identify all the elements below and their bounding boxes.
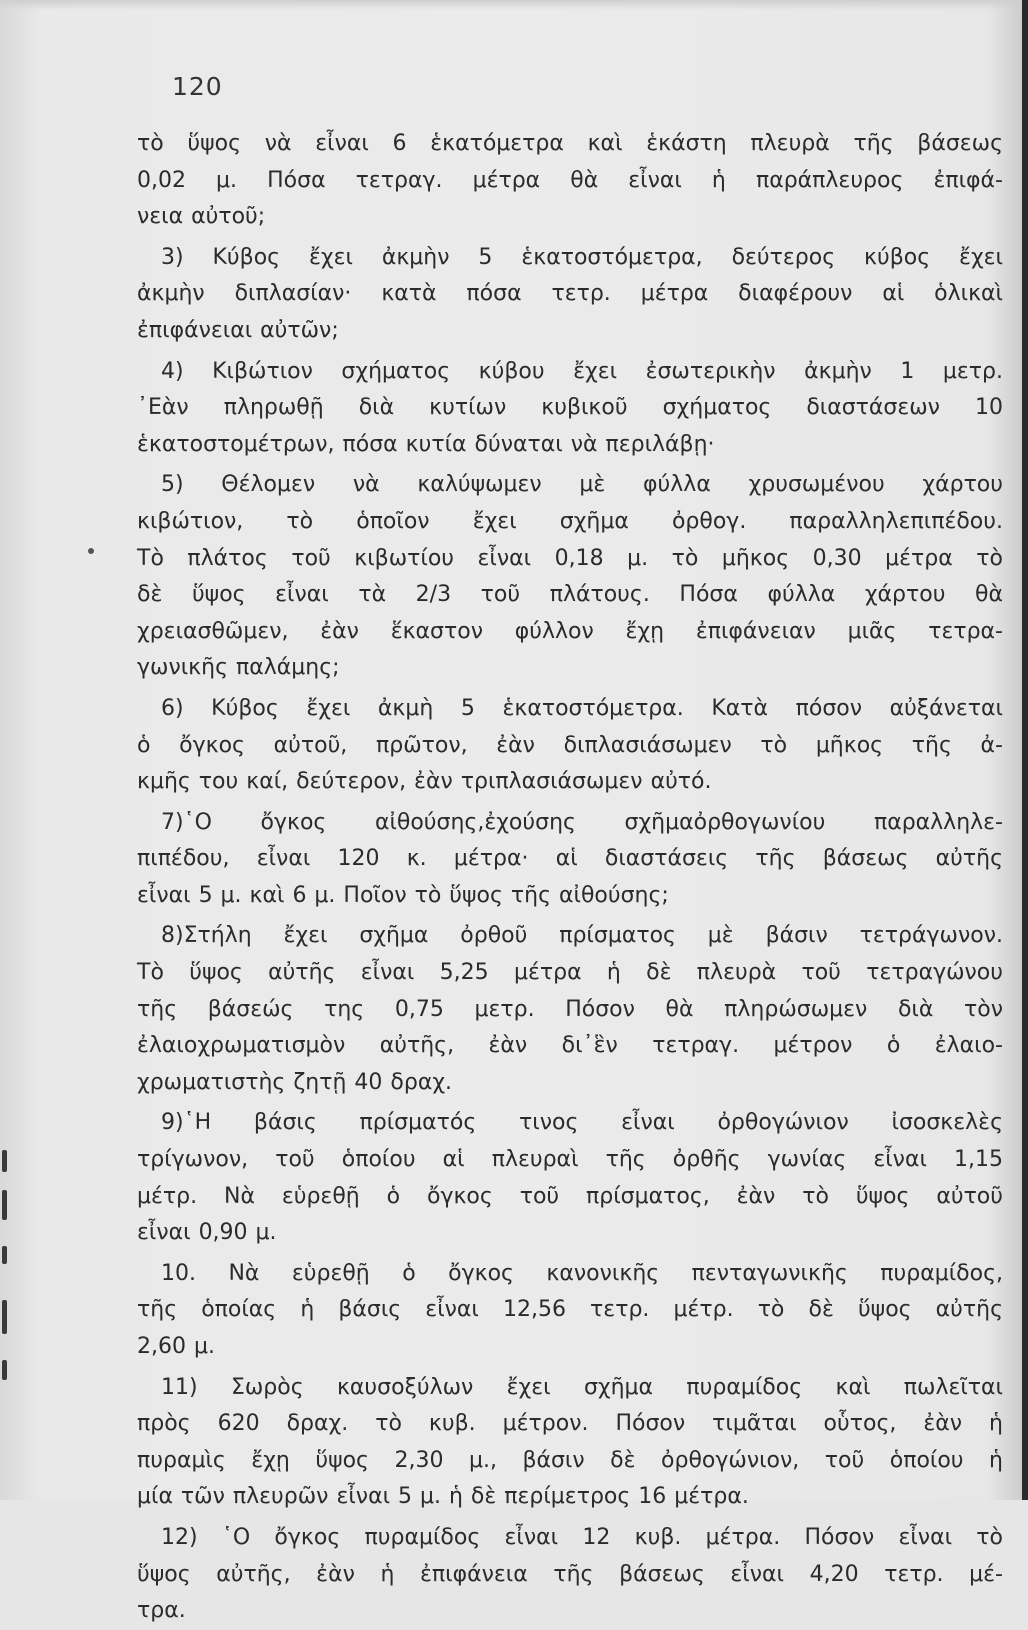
exercise-12 <box>137 1520 1003 1630</box>
text-line: ὕψος αὐτῆς, ἐὰν ἡ ἐπιφάνεια τῆς βάσεως εἶναι 4,20 τετρ. μέ- <box>137 1561 1003 1587</box>
text-line: ᾿Εὰν πληρωθῇ διὰ κυτίων κυβικοῦ σχήματος διαστάσεων 10 <box>137 395 1003 421</box>
text-line: 11) Σωρὸς καυσοξύλων ἔχει σχῆμα πυραμίδος καὶ πωλεῖται <box>161 1374 1003 1400</box>
text-line: 8)Στήλη ἔχει σχῆμα ὀρθοῦ πρίσματος μὲ βάσιν τετράγωνον. <box>161 923 1003 949</box>
text-line: τῆς ὁποίας ἡ βάσις εἶναι 12,56 τετρ. μέτρ. τὸ δὲ ὕψος αὐτῆς <box>137 1297 1003 1323</box>
exercise-5 <box>137 467 1003 687</box>
text-line: δὲ ὕψος εἶναι τὰ 2/3 τοῦ πλάτους. Πόσα φύλλα χάρτου θὰ <box>137 582 1003 608</box>
exercise-7 <box>137 805 1003 915</box>
text-line: ἐπιφάνειαι αὐτῶν; <box>137 317 339 343</box>
page-right-edge <box>1022 0 1028 1500</box>
text-line: χρωματιστὴς ζητῇ 40 δραχ. <box>137 1069 453 1095</box>
text-line: νεια αὐτοῦ; <box>137 204 266 230</box>
spine-ink-marks <box>2 1150 10 1400</box>
text-line: γωνικῆς παλάμης; <box>137 655 340 681</box>
page-number: 120 <box>172 72 223 101</box>
exercise-11 <box>137 1370 1003 1516</box>
text-line: 12) ῾Ο ὄγκος πυραμίδος εἶναι 12 κυβ. μέτρα. Πόσον εἶναι τὸ <box>161 1524 1003 1550</box>
text-line: κμῆς του καί, δεύτερον, ἐὰν τριπλασιάσωμεν αὐτό. <box>137 769 712 795</box>
text-line: κιβώτιον, τὸ ὁποῖον ἔχει σχῆμα ὀρθογ. παραλληλεπιπέδου. <box>137 508 1003 534</box>
exercise-10 <box>137 1256 1003 1366</box>
text-line: Τὸ ὕψος αὐτῆς εἶναι 5,25 μέτρα ἡ δὲ πλευρὰ τοῦ τετραγώνου <box>137 960 1003 986</box>
text-line: μέτρ. Νὰ εὑρεθῇ ὁ ὄγκος τοῦ πρίσματος, ἐὰν τὸ ὕψος αὐτοῦ <box>137 1183 1003 1209</box>
text-line: Τὸ πλάτος τοῦ κιβωτίου εἶναι 0,18 μ. τὸ μῆκος 0,30 μέτρα τὸ <box>137 545 1003 571</box>
text-line: 2,60 μ. <box>137 1334 215 1359</box>
text-line: 7)῾Ο ὄγκος αἰθούσης,ἐχούσης σχῆμαὀρθογωνίου παραλληλε- <box>161 809 1003 835</box>
text-line: 5) Θέλομεν νὰ καλύψωμεν μὲ φύλλα χρυσωμένου χάρτου <box>161 472 1003 498</box>
exercise-text <box>137 126 1003 1630</box>
exercise-3 <box>137 240 1003 350</box>
margin-dot-mark <box>88 548 94 554</box>
text-line: τρίγωνον, τοῦ ὁποίου αἱ πλευραὶ τῆς ὀρθῆς γωνίας εἶναι 1,15 <box>137 1147 1003 1173</box>
text-line: 0,02 μ. Πόσα τετραγ. μέτρα θὰ εἶναι ἡ παράπλευρος ἐπιφά- <box>137 167 1003 193</box>
paragraph-continuation <box>137 126 1003 236</box>
exercise-9 <box>137 1105 1003 1251</box>
text-line: χρειασθῶμεν, ἐὰν ἕκαστον φύλλον ἔχῃ ἐπιφάνειαν μιᾶς τετρα- <box>137 618 1003 644</box>
text-line: 3) Κύβος ἔχει ἀκμὴν 5 ἑκατοστόμετρα, δεύτερος κύβος ἔχει <box>161 244 1003 270</box>
text-line: πυραμὶς ἔχῃ ὕψος 2,30 μ., βάσιν δὲ ὀρθογώνιον, τοῦ ὁποίου ἡ <box>137 1447 1003 1473</box>
text-line: 6) Κύβος ἔχει ἀκμὴ 5 ἑκατοστόμετρα. Κατὰ πόσον αὐξάνεται <box>161 695 1003 721</box>
exercise-6 <box>137 691 1003 801</box>
text-line: εἶναι 0,90 μ. <box>137 1220 277 1246</box>
text-line: ἀκμὴν διπλασίαν· κατὰ πόσα τετρ. μέτρα διαφέρουν αἱ ὁλικαὶ <box>137 281 1003 307</box>
page-top-shadow <box>0 0 1028 10</box>
text-line: 10. Νὰ εὑρεθῇ ὁ ὄγκος κανονικῆς πενταγωνικῆς πυραμίδος, <box>161 1260 1003 1286</box>
text-line: ἑκατοστομέτρων, πόσα κυτία δύναται νὰ περιλάβῃ· <box>137 431 715 457</box>
text-line: πρὸς 620 δραχ. τὸ κυβ. μέτρον. Πόσον τιμᾶται οὗτος, ἐὰν ἡ <box>137 1411 1003 1437</box>
text-line: 9)῾Η βάσις πρίσματός τινος εἶναι ὀρθογώνιον ἰσοσκελὲς <box>161 1110 1003 1136</box>
text-line: τῆς βάσεώς της 0,75 μετρ. Πόσον θὰ πληρώσωμεν διὰ τὸν <box>137 996 1003 1022</box>
text-line: τὸ ὕψος νὰ εἶναι 6 ἑκατόμετρα καὶ ἑκάστη πλευρὰ τῆς βάσεως <box>137 131 1003 156</box>
exercise-8 <box>137 918 1003 1101</box>
text-line: 4) Κιβώτιον σχήματος κύβου ἔχει ἐσωτερικὴν ἀκμὴν 1 μετρ. <box>161 358 1003 384</box>
text-line: πιπέδου, εἶναι 120 κ. μέτρα· αἱ διαστάσεις τῆς βάσεως αὐτῆς <box>137 846 1003 872</box>
text-line: τρα. <box>137 1598 186 1624</box>
text-line: εἶναι 5 μ. καὶ 6 μ. Ποῖον τὸ ὕψος τῆς αἰθούσης; <box>137 882 669 908</box>
text-line: ὁ ὄγκος αὐτοῦ, πρῶτον, ἐὰν διπλασιάσωμεν τὸ μῆκος τῆς ἀ- <box>137 732 1003 758</box>
text-line: μία τῶν πλευρῶν εἶναι 5 μ. ἡ δὲ περίμετρος 16 μέτρα. <box>137 1484 749 1510</box>
exercise-4 <box>137 354 1003 464</box>
text-line: ἐλαιοχρωματισμὸν αὐτῆς, ἐὰν δι᾿ἓν τετραγ. μέτρον ὁ ἐλαιο- <box>137 1033 1003 1059</box>
